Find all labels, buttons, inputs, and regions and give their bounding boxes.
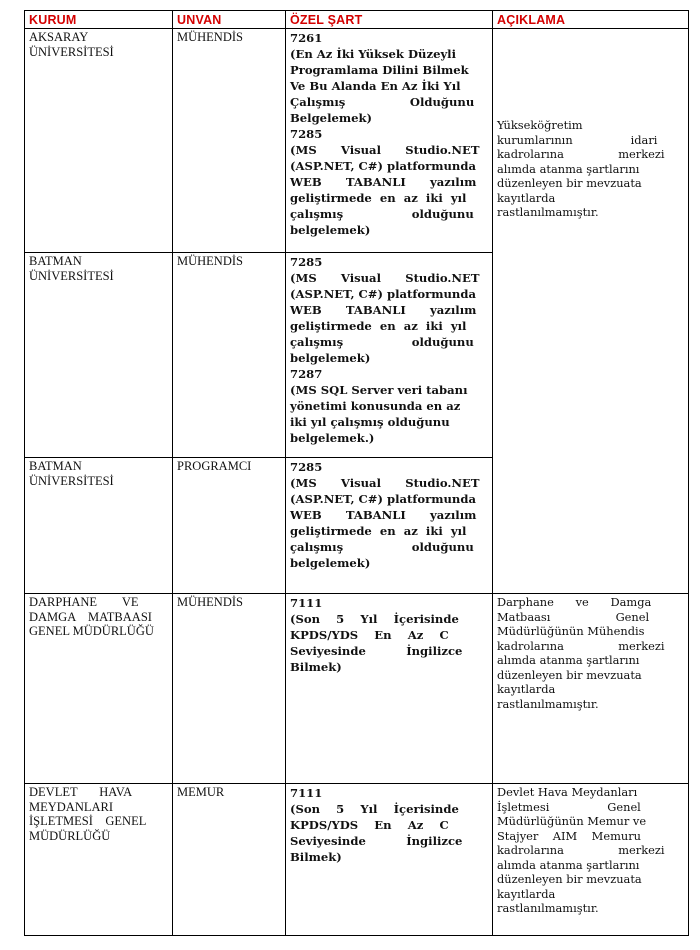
aciklama-line: alımda atanma şartlarını (497, 857, 640, 872)
aciklama-cell (493, 784, 689, 936)
sart-line: WEB TABANLI yazılım (290, 303, 477, 317)
aciklama-line: Matbaası Genel (497, 609, 650, 624)
aciklama-line: düzenleyen bir mevzuata (497, 872, 642, 886)
kurum-line: BATMAN (29, 459, 82, 473)
sart-line: WEB TABANLI yazılım (290, 175, 477, 189)
unvan-cell: MÜHENDİS (173, 253, 286, 458)
sart-line: 7285 (290, 127, 323, 141)
kurum-line: ÜNİVERSİTESİ (29, 473, 114, 488)
sart-line: belgelemek) (290, 556, 371, 570)
sart-line: (En Az İki Yüksek Düzeyli (290, 47, 456, 61)
aciklama-line: kayıtlarda (497, 886, 556, 901)
header-ozel-sart: ÖZEL ŞART (286, 11, 493, 29)
unvan-cell: MEMUR (173, 784, 286, 936)
aciklama-line: Stajyer AIM Memuru (497, 828, 642, 843)
aciklama-line: düzenleyen bir mevzuata (497, 667, 642, 682)
sart-line: geliştirmede en az iki yıl (290, 319, 467, 333)
aciklama-merged-cell (493, 29, 689, 594)
header-row (25, 11, 689, 29)
sart-line: iki yıl çalışmış olduğunu (290, 415, 450, 429)
sart-line: KPDS/YDS En Az C (290, 818, 449, 832)
aciklama-line: düzenleyen bir mevzuata (497, 176, 642, 190)
ozel-sart-cell (286, 29, 493, 253)
aciklama-line: Yükseköğretim (497, 118, 583, 132)
sart-line: çalışmış olduğunu (290, 540, 474, 554)
aciklama-line: kadrolarına merkezi (497, 638, 665, 653)
sart-line: (MS SQL Server veri tabanı (290, 383, 468, 397)
sart-line: 7111 (290, 596, 323, 610)
sart-line: Belgelemek) (290, 111, 373, 125)
aciklama-line: rastlanılmamıştır. (497, 696, 599, 711)
kurum-line: GENEL MÜDÜRLÜĞÜ (29, 624, 154, 638)
table-row (25, 594, 689, 784)
kurum-line: DAMGA MATBAASI (29, 609, 152, 624)
sart-line: 7261 (290, 31, 323, 45)
kurum-cell (25, 594, 173, 784)
aciklama-line: kayıtlarda (497, 682, 556, 696)
unvan-cell: PROGRAMCI (173, 458, 286, 594)
sart-line: Bilmek) (290, 850, 342, 864)
sart-line: (MS Visual Studio.NET (290, 476, 480, 490)
aciklama-line: Müdürlüğünün Mühendis (497, 624, 645, 638)
ozel-sart-cell (286, 458, 493, 594)
aciklama-line: Devlet Hava Meydanları (497, 785, 638, 799)
sart-line: WEB TABANLI yazılım (290, 508, 477, 522)
sart-line: belgelemek) (290, 223, 371, 237)
sart-line: (MS Visual Studio.NET (290, 143, 480, 157)
aciklama-line: İşletmesi Genel (497, 799, 641, 814)
aciklama-line: Darphane ve Damga (497, 595, 652, 609)
aciklama-line: kadrolarına merkezi (497, 843, 665, 857)
document-page (24, 10, 688, 936)
kurum-cell (25, 458, 173, 594)
aciklama-line: alımda atanma şartlarını (497, 653, 640, 667)
aciklama-line: Müdürlüğünün Memur ve (497, 814, 647, 828)
kurum-cell (25, 784, 173, 936)
kurum-line: ÜNİVERSİTESİ (29, 44, 114, 59)
kurum-line: MEYDANLARI (29, 799, 114, 814)
kurum-cell (25, 253, 173, 458)
kurum-line: AKSARAY (29, 30, 89, 44)
sart-line: Seviyesinde İngilizce (290, 644, 463, 658)
sart-line: geliştirmede en az iki yıl (290, 524, 467, 538)
sart-line: belgelemek) (290, 351, 371, 365)
sart-line: yönetimi konusunda en az (290, 399, 461, 413)
aciklama-line: alımda atanma şartlarını (497, 161, 640, 176)
sart-line: 7285 (290, 255, 323, 269)
sart-line: belgelemek.) (290, 431, 375, 445)
kurum-line: DEVLET HAVA (29, 785, 133, 799)
sart-line: Çalışmış Olduğunu (290, 95, 475, 109)
sart-line: 7111 (290, 786, 323, 800)
sart-line: (ASP.NET, C#) platformunda (290, 287, 476, 301)
aciklama-line: kayıtlarda (497, 190, 556, 205)
sart-line: Bilmek) (290, 660, 342, 674)
sart-line: (MS Visual Studio.NET (290, 271, 480, 285)
header-unvan: UNVAN (173, 11, 286, 29)
ozel-sart-cell (286, 594, 493, 784)
ozel-sart-cell (286, 253, 493, 458)
sart-line: 7287 (290, 367, 323, 381)
sart-line: (Son 5 Yıl İçerisinde (290, 612, 459, 626)
kurum-line: ÜNİVERSİTESİ (29, 268, 114, 283)
unvan-cell: MÜHENDİS (173, 29, 286, 253)
sart-line: 7285 (290, 460, 323, 474)
sart-line: (ASP.NET, C#) platformunda (290, 492, 476, 506)
sart-line: KPDS/YDS En Az C (290, 628, 449, 642)
sart-line: çalışmış olduğunu (290, 207, 474, 221)
sart-line: çalışmış olduğunu (290, 335, 474, 349)
aciklama-line: rastlanılmamıştır. (497, 205, 599, 219)
kurum-line: BATMAN (29, 254, 82, 268)
aciklama-cell (493, 594, 689, 784)
sart-line: (ASP.NET, C#) platformunda (290, 159, 476, 173)
sart-line: Programlama Dilini Bilmek (290, 63, 469, 77)
header-kurum: KURUM (25, 11, 173, 29)
kurum-cell (25, 29, 173, 253)
unvan-cell: MÜHENDİS (173, 594, 286, 784)
kurum-line: MÜDÜRLÜĞÜ (29, 828, 111, 843)
kurum-line: İŞLETMESİ GENEL (29, 814, 147, 828)
kurum-line: DARPHANE VE (29, 595, 139, 609)
table-row (25, 784, 689, 936)
aciklama-line: kadrolarına merkezi (497, 147, 665, 161)
table-row (25, 29, 689, 253)
ozel-sart-cell (286, 784, 493, 936)
aciklama-line: rastlanılmamıştır. (497, 901, 599, 915)
sart-line: Ve Bu Alanda En Az İki Yıl (290, 79, 461, 93)
aciklama-line: kurumlarının idari (497, 132, 658, 147)
requirements-table (24, 10, 689, 936)
header-aciklama: AÇIKLAMA (493, 11, 689, 29)
sart-line: (Son 5 Yıl İçerisinde (290, 802, 459, 816)
sart-line: Seviyesinde İngilizce (290, 834, 463, 848)
sart-line: geliştirmede en az iki yıl (290, 191, 467, 205)
